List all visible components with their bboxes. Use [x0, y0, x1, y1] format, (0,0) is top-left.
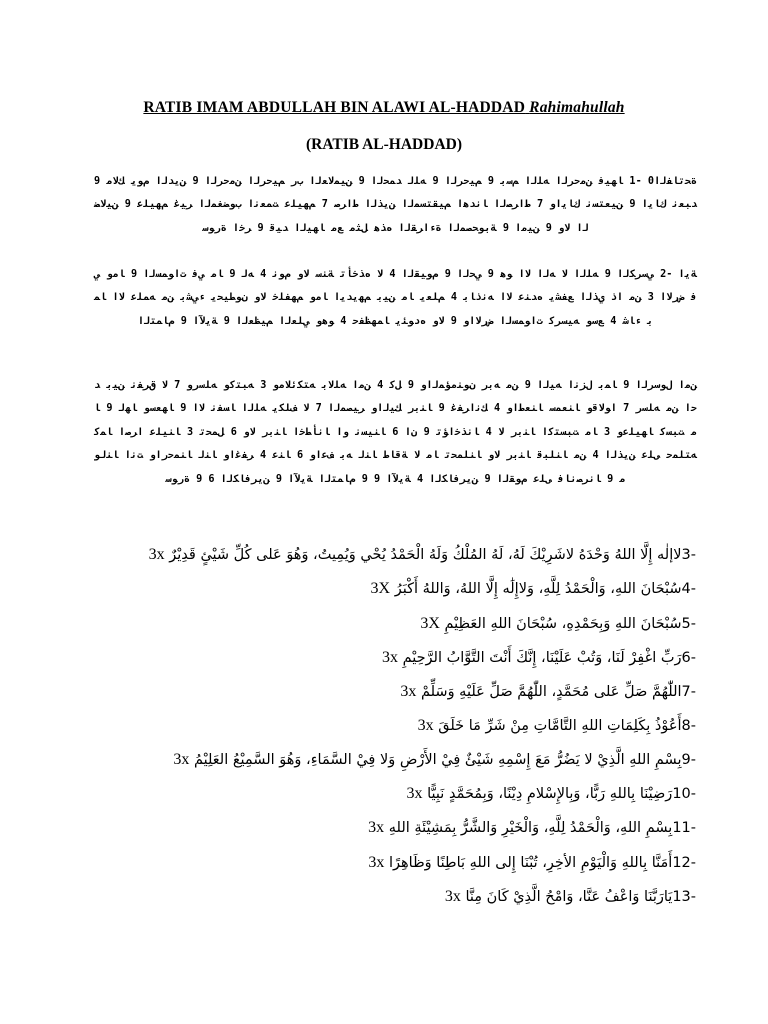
repeat-count: 3x [381, 649, 398, 666]
verse-text: -9بِسْمِ اللهِ الَّذِيْ لا يَضُرُّ مَعَ إِسْمِهِ شَيْئٌ فِيْ الأَرْضِ وَلا فِيْ السَّمَاءِ، وَهُوَ السَّمِيْعُ العَلِيْمُ [193, 752, 696, 768]
verse-text: -10رَضِيْنَا بِاللهِ رَبًّا، وَبِالإِسْلامِ دِيْنًا، وَبِمُحَمَّدٍ نَبِيًّا [427, 786, 696, 802]
verse-text: -7اللّٰهُمَّ صَلِّ عَلى مُحَمَّدٍ، اللّٰهُمَّ صَلِّ عَلَيْهِ وَسَلِّمْ [420, 684, 696, 700]
verse-text: -13يَارَبَّنَا وَاعْفُ عَنَّا، وَامْحُ الَّذِيْ كَانَ مِنَّا [465, 889, 696, 905]
verse-text: -8أَعُوْذُ بِكَلِمَاتِ اللهِ التَّامَّاتِ مِنْ شَرِّ مَا خَلَقَ [438, 718, 696, 734]
document-subtitle: (RATIB AL-HADDAD) [305, 136, 462, 153]
repeat-count: 3x [400, 683, 417, 700]
verse-text: -4سُبْحَانَ اللهِ، وَالْحَمْدُ لِلَّهِ، وَلاإِلَٰه إِلَّا اللهُ، وَاللهُ أَكْبَرُ [394, 581, 696, 597]
verse-text: -11بِسْمِ اللهِ، وَالْحَمْدُ لِلَّهِ، وَالْخَيْرِ وَالشَّرُّ بِمَشِيْئَةِ اللهِ [388, 820, 696, 836]
paragraph-amanar-rasul: ﻦﻣا ﻝﻮﺳﺮﻟا 9 ﺎﻤﺑ ﻝﺰﻧا ﻪﻴﻟا 9 ﻦﻣ ﻪﺑﺭ ﻥﻮﻨﻣﺆﻤﻟاﻭ 9 ﻞﻛ 4 ﻦﻣا ﻪﻠﻟﺎﺑ ﻪﺘﻜﺋﻼﻣﻭ 3 ﻪﺒﺘﻛﻭ ﻪﻠﺳﺭﻭ 7 ﻻ ﻕﺮﻔﻧ ﻦﻴﺑ ﺪﺣا ﻦﻣ ﻪﻠﺳﺭ 7 ﺍﻮﻟﺎﻗﻭ ﺎﻨﻌﻤﺳ ﺎﻨﻌﻃاﻭ 4 ﻚﻧاﺮﻔﻏ 9 ﺎﻨﺑﺭ ﻚﻴﻟاﻭ ﺮﻴﺼﻤﻟا 7 ﻻ ﻒﻠﻜﻳ ﻪﻠﻟا ﺎﺴﻔﻧ ﻻا 9 ﺎﻬﻌﺳﻭ ﺎﻬﻟ 9 ﺎﻣ ﺖﺒﺴﻛ ﺎﻬﻴﻠﻋﻭ 3 ﺎﻣ ﺖﺒﺴﺘﻛا ﺎﻨﺑﺭ ﻻ 4 ﺎﻧﺬﺧاﺆﺗ 9 ﻥا 6 ﺎﻨﻴﺴﻧ ﻭا ﺎﻧﺄﻄﺧا ﺎﻨﺑﺭ ﻻﻭ 6 ﻞﻤﺤﺗ 3 ﺎﻨﻴﻠﻋ ﺍﺮﺻا ﺎﻤﻛ ﻪﺘﻠﻤﺣ ﻰﻠﻋ ﻦﻳﺬﻟا 4 ﻦﻣ ﺎﻨﻠﺒﻗ ﺎﻨﺑﺭ ﻻﻭ ﺎﻨﻠﻤﺤﺗ ﺎﻣ ﻻ ﺔﻗﺎﻃ ﺎﻨﻟ ﻪﺑ ﻒﻋاﻭ 6 ﺎﻨﻋ 4 ﺮﻔﻏاﻭ ﺎﻨﻟ ﺎﻨﻤﺣﺭاﻭ ﺖﻧا ﺎﻨﻟﻮﻣ 9 ﺎﻧﺮﺼﻧﺎﻓ ﻰﻠﻋ ﻡﻮﻘﻟا 9 ﻦﻳﺮﻓﺎﻜﻟا 4 ﺔﻳﻵا 9 9 ﻡﺎﻤﺘﻟا ﺔﻳﻵا 9 ﻦﻳﺮﻓﺎﻜﻟا 6 9 ﺓﺭﻮﺳ [94, 380, 698, 485]
verse-text: -5سُبْحَانَ اللهِ وَبِحَمْدِهِ، سُبْحَانَ اللهِ العَظِيْمِ [444, 616, 696, 632]
verse-line [418, 711, 696, 741]
verse-line [445, 882, 696, 912]
verse-line [400, 677, 696, 707]
repeat-count: 3x [173, 751, 190, 768]
verse-line [149, 540, 696, 570]
verse-text: -6رَبِّ اغْفِرْ لَنَا، وَتُبْ عَلَيْنَا، إِنَّكَ أَنْتَ التَّوَّابُ الرَّحِيْمِ [402, 650, 696, 666]
verse-line [368, 813, 696, 843]
title-main: RATIB IMAM ABDULLAH BIN ALAWI AL-HADDAD [143, 99, 526, 116]
repeat-count: 3X [370, 580, 391, 597]
paragraph-ayat-kursi: ﺔﻳا -2 ﻲﺳﺮﻜﻟا 9 ﻪﻠﻟا ﻻ ﻪﻟا ﻻا ﻮﻫ 9 ﻲﺤﻟا 9 ﻡﻮﻴﻘﻟا 4 ﻻ ﻩﺬﺧﺄﺗ ﺔﻨﺳ ﻻﻭ ﻡﻮﻧ 4 ﻪﻟ 9 ﺎﻣ ﻲﻓ ﺕاﻮﻤﺴﻟا 9 ﺎﻣﻭ ﻲﻓ ﺽﺭﻻا 3 ﻦﻣ اﺫ ﻱﺬﻟا ﻊﻔﺸﻳ ﻩﺪﻨﻋ ﻻا ﻪﻧﺫﺎﺑ 4 ﻢﻠﻌﻳ ﺎﻣ ﻦﻴﺑ ﻢﻬﻳﺪﻳا ﺎﻣﻭ ﻢﻬﻔﻠﺧ ﻻﻭ ﻥﻮﻄﻴﺤﻳ ءﻲﺸﺑ ﻦﻣ ﻪﻤﻠﻋ ﻻا ﺎﻤﺑ ءﺎﺷ 4 ﻊﺳﻭ ﻪﻴﺳﺮﻛ ﺕاﻮﻤﺴﻟا ﺽﺭﻻاﻭ 9 ﻻﻭ ﻩﺩﻮﺌﻳ ﺎﻤﻬﻈﻔﺣ 4 ﻮﻫﻭ ﻲﻠﻌﻟا ﻢﻴﻈﻌﻟا 9 ﺔﻳﻵا 9 ﻡﺎﻤﺘﻟا [94, 269, 697, 327]
repeat-count: 3x [148, 546, 165, 563]
repeat-count: 3x [417, 717, 434, 734]
paragraph-fatiha: ﺓﺤﺗﺎﻔﻟا0 -1 ﺎﻬﻴﻓ ﻦﻣﺣﺮﻟا ﻪﻠﻟا ﻢﺳﺑ 9 ﻢﻴﺣﺮﻟا 9 ﻪﻠﻟ ﺪﻤﺤﻟا 9 ﻦﻴﻤﻟﺎﻌﻟا ﺏﺭ ﻢﻴﺣﺮﻟا ﻦﻣﺣﺮﻟا 9 ﻦﻳﺪﻟا ﻡﻮﻳ ﻚﻟﺎﻣ 9 ﺪﺒﻌﻧ ﻙﺎﻳا 9 ﻦﻴﻌﺘﺴﻧ ﻙﺎﻳاﻭ 7 ﻁاﺮﺼﻟا ﺎﻧﺪﻫا ﻢﻴﻘﺘﺴﻤﻟا ﻦﻳﺬﻟا ﻁاﺮﺻ 7 ﻢﻬﻴﻠﻋ ﺖﻤﻌﻧا ﺏﻮﻀﻐﻤﻟا ﺮﻴﻏ ﻢﻬﻴﻠﻋ 9 ﻦﻴﻟﺎﻀﻟا ﻻﻭ 9 ﻦﻴﻣا 9 ﺔﺑﻮﺤﺼﻤﻟا ﺓءاﺮﻘﻟا ﻩﺬﻫ ﻞﺜﻣ ﻊﻣ ﺎﻬﻴﻟا ﺪﻴﻗ 9 ﺮﺧا ﺓﺭﻮﺳ [94, 176, 697, 234]
verse-line [371, 574, 696, 604]
repeat-count: 3x [444, 888, 461, 905]
repeat-count: 3x [368, 854, 385, 871]
verse-line [382, 643, 696, 673]
verse-text: -3لاإلٰه إِلَّا اللهُ وَحْدَهُ لاشَرِيْكَ لَهُ، لَهُ المُلْكُ وَلَهُ الْحَمْدُ يُحْي وَيُمِيتُ، وَهُوَ عَلى كُلِّ شَيْئٍ قَدِيْرٌ [169, 547, 696, 563]
repeat-count: 3x [368, 819, 385, 836]
verse-text: -12أَمَنَّا بِاللهِ وَالْيَوْمِ الأخِرِ، تُبْنَا إِلى اللهِ بَاطِنًا وَظَاهِرًا [388, 855, 696, 871]
title-italic: Rahimahullah [529, 99, 625, 116]
verse-line [368, 848, 696, 878]
verse-line [420, 609, 696, 639]
repeat-count: 3x [406, 785, 423, 802]
repeat-count: 3X [420, 615, 440, 632]
verse-line [173, 745, 696, 775]
verse-line [407, 779, 696, 809]
document-title [0, 99, 768, 117]
